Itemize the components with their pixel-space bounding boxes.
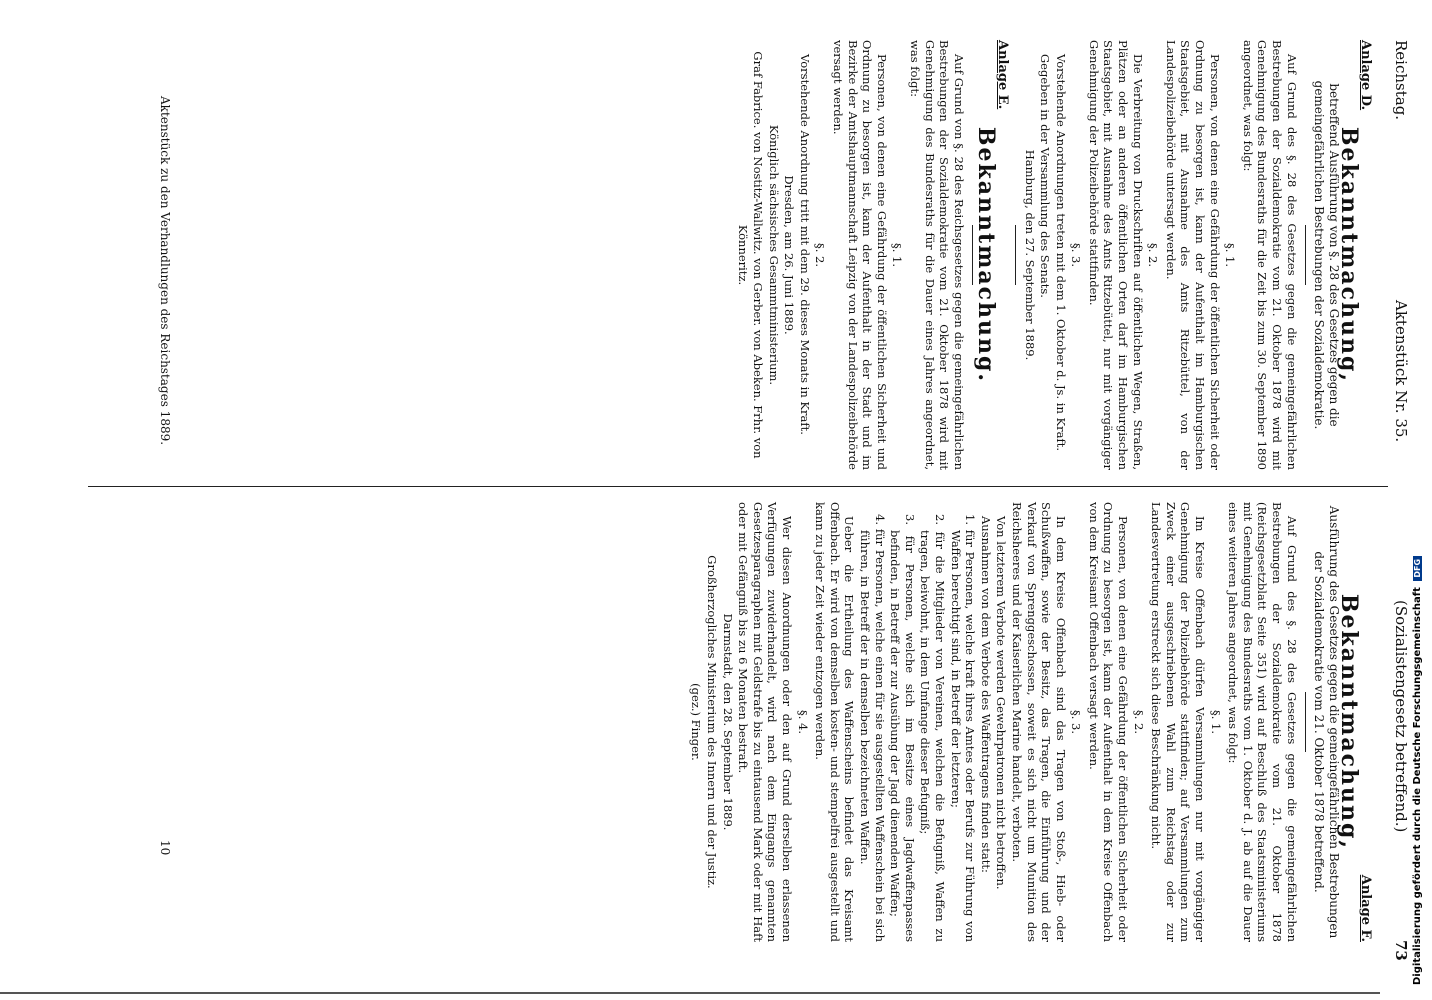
title-f: Bekanntmachung,	[1336, 593, 1363, 851]
paragraph: Im Kreise Offenbach dürfen Versammlungen nur mit vorgängiger Genehmigung der Polizeibehörde stattfinden; auf Versammlungen zum Zweck einer ausgeschriebenen Wahl zum Reichstag oder zur Landesvertretung erstreckt sich diese Beschränkung nicht.	[1149, 502, 1208, 942]
rule	[1305, 692, 1306, 752]
paragraph: Wer diesen Anordnungen oder den auf Grund derselben erlassenen Verfügungen zuwiderhandelt, wird nach dem Eingangs genannten Gesetzesparagraphen mit Geldstrafe bis zu eintausend Mark oder mit Haft oder mit Gefängniß bis zu 6 Monaten bestraft.	[736, 502, 795, 942]
section-mark: §. 1.	[1208, 709, 1223, 735]
rule	[1015, 225, 1016, 285]
paragraph: Vorstehende Anordnung tritt mit dem 29. dieses Monats in Kraft.	[797, 54, 812, 435]
header-center: Aktenstück Nr. 35.	[1392, 300, 1410, 443]
paragraph: Vorstehende Anordnungen treten mit dem 1. Oktober d. Js. in Kraft.	[1053, 54, 1068, 451]
paragraph: Personen, von denen eine Gefährdung der öffentlichen Sicherheit oder Ordnung zu besorgen ist, kann der Aufenthalt im Hamburgischen Staatsgebiet, mit Ausnahme des Amts Ritzebüttel, von der Landespolizeibehörde untersagt werden.	[1163, 40, 1222, 470]
anlage-f-label: Anlage F.	[1358, 874, 1373, 942]
left-column	[735, 40, 1372, 470]
subtitle-d: betreffend Ausführung von §. 28 des Gesetzes gegen die gemeingefährlichen Bestrebungen der Sozialdemokratie.	[1312, 80, 1341, 430]
dfg-logo: DFG	[1413, 556, 1422, 581]
date-line: Darmstadt, den 28. September 1889.	[720, 613, 735, 831]
anlage-d-label: Anlage D.	[1358, 40, 1373, 111]
section-mark: §. 4.	[795, 709, 810, 735]
paragraph: Ueber die Ertheilung des Waffenscheins befindet das Kreisamt Offenbach. Er wird von demselben kosten- und stempelfrei ausgestellt und kann zu jeder Zeit wieder entzogen werden.	[813, 502, 857, 942]
footer-note: Aktenstück zu den Verhandlungen des Reichstages 1889.	[158, 96, 172, 446]
credit-text: Digitalisierung gefördert durch die Deutsche Forschungsgemeinschaft	[1412, 587, 1423, 985]
header-left: Reichstag.	[1392, 40, 1410, 121]
paragraph: Ausnahmen von dem Verbote des Waffentragens finden statt:	[978, 516, 993, 873]
list-item: 3. für Personen, welche sich im Besitze eines Jagdwaffenpasses befinden, in Betreff der zur Ausübung der Jagd dienenden Waffen;	[888, 514, 917, 942]
paragraph: In dem Kreise Offenbach sind das Tragen von Stoß-, Hieb- oder Schußwaffen, sowie der Besitz, das Tragen, die Einführung und der Verkauf von Sprenggeschossen, soweit es sich nicht um Munition des Reichsheeres und der Kaiserlichen Marine handelt, verboten.	[1009, 502, 1068, 942]
page-number: 73	[1392, 940, 1410, 961]
title-d: Bekanntmachung,	[1336, 126, 1363, 384]
paragraph: Auf Grund des §. 28 des Gesetzes gegen die gemeingefährlichen Bestrebungen der Sozialdemokratie vom 21. Oktober 1878 wird mit Genehmigung des Bundesraths für die Zeit bis zum 30. September 1890 angeordnet, was folgt:	[1240, 40, 1299, 470]
section-mark: §. 1.	[1223, 242, 1238, 268]
footer-sheet-number: 10	[158, 840, 172, 856]
ministry-line: Königlich sächsisches Gesammtministerium.	[766, 124, 781, 386]
paragraph: Von letzterem Verbote werden Gewehrpatronen nicht betroffen.	[994, 516, 1009, 890]
list-item: 4. für Personen, welche einen für sie ausgestellten Waffenschein bei sich führen, in Betreff der in demselben bezeichneten Waffen.	[858, 514, 887, 942]
running-header	[1382, 40, 1410, 960]
date-line: Hamburg, den 27. September 1889.	[1022, 149, 1037, 361]
paragraph: Die Verbreitung von Druckschriften auf öffentlichen Wegen, Straßen, Plätzen oder an anderen öffentlichen Orten darf im Hamburgischen Staatsgebiet, mit Ausnahme des Amts Ritzebüttel, nur mit vorgängiger Genehmigung der Polizeibehörde stattfinden.	[1086, 40, 1145, 470]
rule	[1305, 225, 1306, 285]
header-right: (Sozialistengesetz betreffend.)	[1392, 600, 1410, 833]
title-e: Bekanntmachung.	[973, 126, 1000, 384]
paragraph: Auf Grund des §. 28 des Gesetzes gegen die gemeingefährlichen Bestrebungen der Sozialdemokratie vom 21. Oktober 1878 (Reichsgesetzblatt Seite 351) wird auf Beschluß des Staatsministeriums mit Genehmigung des Bundesraths vom 1. Oktober d. J. ab auf die Dauer eines weiteren Jahres angeordnet, was folgt:	[1226, 502, 1299, 942]
right-column	[688, 502, 1372, 942]
list-item: 2. für die Mitglieder von Vereinen, welchen die Befugniß, Waffen zu tragen, beiwohnt, in dem Umfange dieser Befugniß;	[918, 514, 947, 942]
ministry-line: Großherzogliches Ministerium des Innern und der Justiz.	[705, 555, 720, 889]
section-mark: §. 3.	[1069, 242, 1084, 268]
section-mark: §. 1.	[890, 242, 905, 268]
section-mark: §. 3.	[1069, 709, 1084, 735]
section-mark: §. 2.	[813, 242, 828, 268]
paragraph: Auf Grund von §. 28 des Reichsgesetzes gegen die gemeingefährlichen Bestrebungen der Sozialdemokratie vom 21. Oktober 1878 wird mit Genehmigung des Bundesraths für die Dauer eines Jahres angeordnet, was folgt:	[907, 40, 966, 470]
paragraph: Personen, von denen eine Gefährdung der öffentlichen Sicherheit und Ordnung zu besorgen ist, kann der Aufenthalt in der Stadt und im Bezirke der Amtshauptmannschaft Leipzig von der Landespolizeibehörde versagt werden.	[831, 40, 889, 470]
signatories: Graf Fabrice. von Nostitz-Wallwitz. von Gerber. von Abeken. Frhr. von Könneritz.	[736, 51, 766, 459]
subtitle-f: Ausführung des Gesetzes gegen die gemeingefährlichen Bestrebungen der Sozialdemokratie vom 21. Oktober 1878 betreffend.	[1312, 505, 1341, 939]
section-mark: §. 2.	[1146, 242, 1161, 268]
paragraph: Gegeben in der Versammlung des Senats.	[1038, 54, 1053, 298]
paragraph: Personen, von denen eine Gefährdung der öffentlichen Sicherheit oder Ordnung zu besorgen ist, kann der Aufenthalt in dem Kreise Offenbach von dem Kreisamt Offenbach versagt werden.	[1086, 502, 1131, 942]
digitization-credit	[1412, 556, 1423, 985]
scan-edge	[0, 992, 1380, 994]
section-mark: §. 2.	[1131, 709, 1146, 735]
signatory: (gez.) Finger.	[689, 683, 704, 761]
column-divider	[88, 486, 1388, 487]
list-item: 1. für Personen, welche kraft ihres Amtes oder Berufs zur Führung von Waffen berechtigt sind, in Betreff der letzteren;	[948, 514, 978, 942]
anlage-e-label: Anlage E.	[994, 40, 1010, 110]
date-line: Dresden, am 26. Juni 1889.	[782, 175, 797, 335]
